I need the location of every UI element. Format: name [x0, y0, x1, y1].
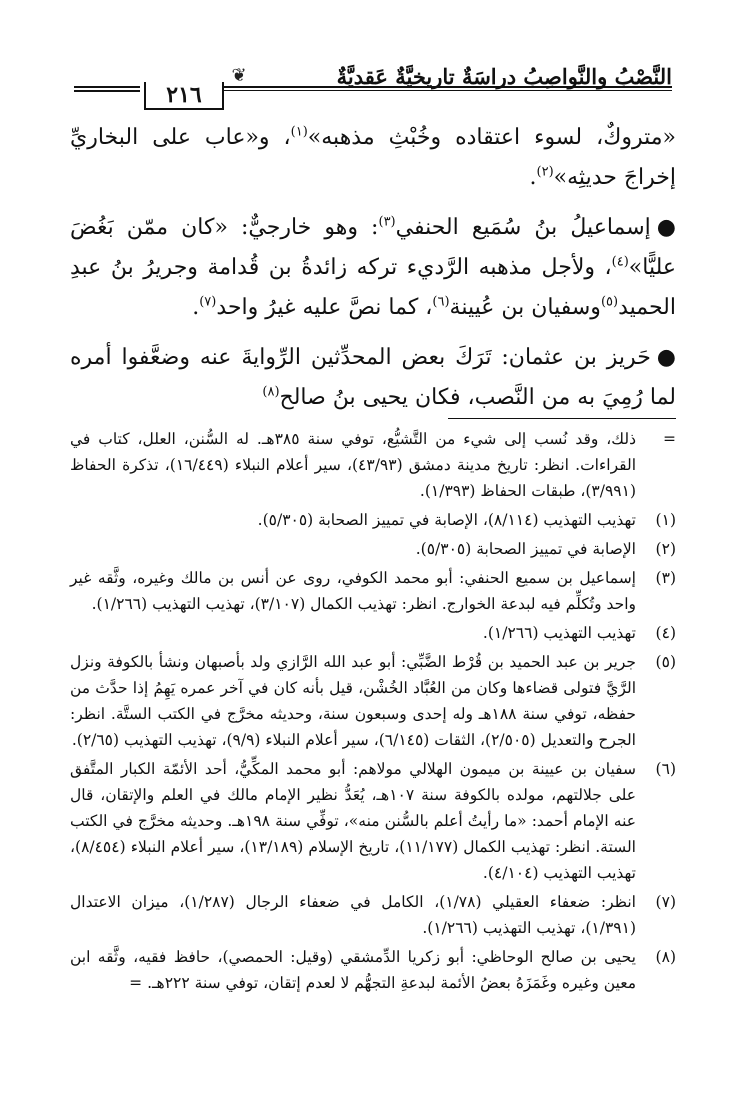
footnote-1: (١) تهذيب التهذيب (٨/١١٤)، الإصابة في تمييز الصحابة (٥/٣٠٥). — [257, 511, 676, 529]
ornament-icon: ❦ — [231, 65, 247, 86]
footnote-ref-1[interactable]: (١) — [290, 124, 308, 140]
footnote-ref-4[interactable]: (٤) — [611, 254, 629, 270]
book-title: النَّصْبُ والنَّواصِبُ دراسَةٌ تاريخيَّةٌ عَقديَّةٌ — [336, 64, 672, 89]
footnote-5: (٥) جرير بن عبد الحميد بن قُرْط الضَّبِّي: أبو عبد الله الرَّازي ولد بأصبهان ونشأ بالكوفة ونزل الرَّيَّ فتولى قضاءها وكان من العُبَّاد الخُشْن، قيل بأنه كان في آخر عمره يَهِمُ إذا حدَّث من حفظه، توفي سنة ١٨٨هـ وله إحدى وسبعون سنة، وحديثه مخرَّج في الكتب الستَّة. انظر: الجرح والتعديل (٢/٥٠٥)، الثقات (٦/١٤٥)، سير أعلام النبلاء (٩/٩)، تهذيب التهذيب (٢/٦٥). — [70, 653, 676, 749]
footnote-ref-6[interactable]: (٦) — [432, 294, 450, 310]
main-text — [70, 118, 676, 428]
footnote-ref-5[interactable]: (٥) — [600, 294, 619, 310]
footnote-ref-3[interactable]: (٣) — [378, 214, 396, 230]
footnotes — [70, 426, 676, 999]
header-rule-thin — [224, 90, 672, 91]
paragraph-1: «متروكٌ، لسوء اعتقاده وخُبْثِ مذهبه»$^{(١)}$، و«عاب على البخاريِّ إخراجَ حديثِه»$^{(٢)}$. — [70, 124, 677, 190]
footnote-7: (٧) انظر: ضعفاء العقيلي (١/٧٨)، الكامل في ضعفاء الرجال (١/٢٨٧)، ميزان الاعتدال (١/٣٩١)، تهذيب التهذيب (١/٢٦٦). — [70, 893, 676, 937]
header-rule — [224, 86, 672, 88]
footnote-ref-8[interactable]: (٨) — [262, 384, 280, 400]
footnote-continued: = ذلك، وقد نُسب إلى شيء من التَّشيُّع، توفي سنة ٣٨٥هـ. له السُّنن، العلل، كتاب في القراءات. انظر: تاريخ مدينة دمشق (٤٣/٩٣)، سير أعلام النبلاء (١٦/٤٤٩)، تذكرة الحفاظ (٣/٩٩١)، طبقات الحفاظ (١/٣٩٣). — [70, 430, 676, 500]
footnote-ref-7[interactable]: (٧) — [199, 294, 217, 310]
footnote-3: (٣) إسماعيل بن سميع الحنفي: أبو محمد الكوفي، روى عن أنس بن مالك وغيره، وثَّقه غير واحد وتُكلِّم فيه لبدعة الخوارج. انظر: تهذيب الكمال (٣/١٠٧)، تهذيب التهذيب (١/٢٦٦). — [70, 569, 676, 613]
footnote-6: (٦) سفيان بن عيينة بن ميمون الهلالي مولاهم: أبو محمد المكِّيُّ، أحد الأئمّة الكبار المتَّفق على جلالتهم، مولده بالكوفة سنة ١٠٧هـ، يُعَدُّ نظير الإمام مالك في العلم والإتقان، قال عنه الإمام أحمد: «ما رأيتُ أعلم بالسُّنن منه»، توفِّي سنة ١٩٨هـ. وحديثه مخرَّج في الكتب الستة. انظر: تهذيب الكمال (١١/١٧٧)، تاريخ الإسلام (١٣/١٨٩)، سير أعلام النبلاء (٨/٤٥٤)، تهذيب التهذيب (٤/١٠٤). — [70, 760, 676, 882]
footnote-separator — [448, 418, 676, 419]
page-number: ٢١٦ — [144, 82, 224, 110]
running-header — [74, 62, 672, 114]
paragraph-hariz: ●حَريز بن عثمان: تَرَكَ بعض المحدِّثين الرِّوايةَ عنه وضعَّفوا أمره لما رُمِيَ به من النَّصب، فكان يحيى بنُ صالح$^{(٨)}$ — [70, 338, 676, 418]
footnote-4: (٤) تهذيب التهذيب (١/٢٦٦). — [482, 624, 676, 642]
footnote-2: (٢) الإصابة في تمييز الصحابة (٥/٣٠٥). — [415, 540, 676, 558]
paragraph-ismail: ●إسماعيلُ بنُ سُمَيع الحنفي$^{(٣)}$: وهو خارجيٌّ: «كان ممّن بَغُضَ عليًّا»$^{(٤)}$، ولأجل مذهبه الرَّديء تركه زائدةُ بن قُدامة وجريرُ بنُ عبدِ الحميد$^{(٥)}$وسفيان بن عُيينة$^{(٦)}$، كما نصَّ عليه غيرُ واحد$^{(٧)}$. — [70, 208, 676, 328]
footnote-8: (٨) يحيى بن صالح الوحاظي: أبو زكريا الدِّمشقي (وقيل: الحمصي)، حافظ فقيه، وثَّقه ابن معين وغيره وغَمَزَهُ بعضُ الأئمة لبدعةِ التجهُّم لا لعدم إتقان، توفي سنة ٢٢٢هـ. = — [70, 948, 676, 992]
footnote-ref-2[interactable]: (٢) — [536, 164, 554, 180]
bullet-icon: ● — [656, 345, 676, 370]
header-double-rule — [74, 86, 140, 92]
bullet-icon: ● — [656, 215, 676, 240]
